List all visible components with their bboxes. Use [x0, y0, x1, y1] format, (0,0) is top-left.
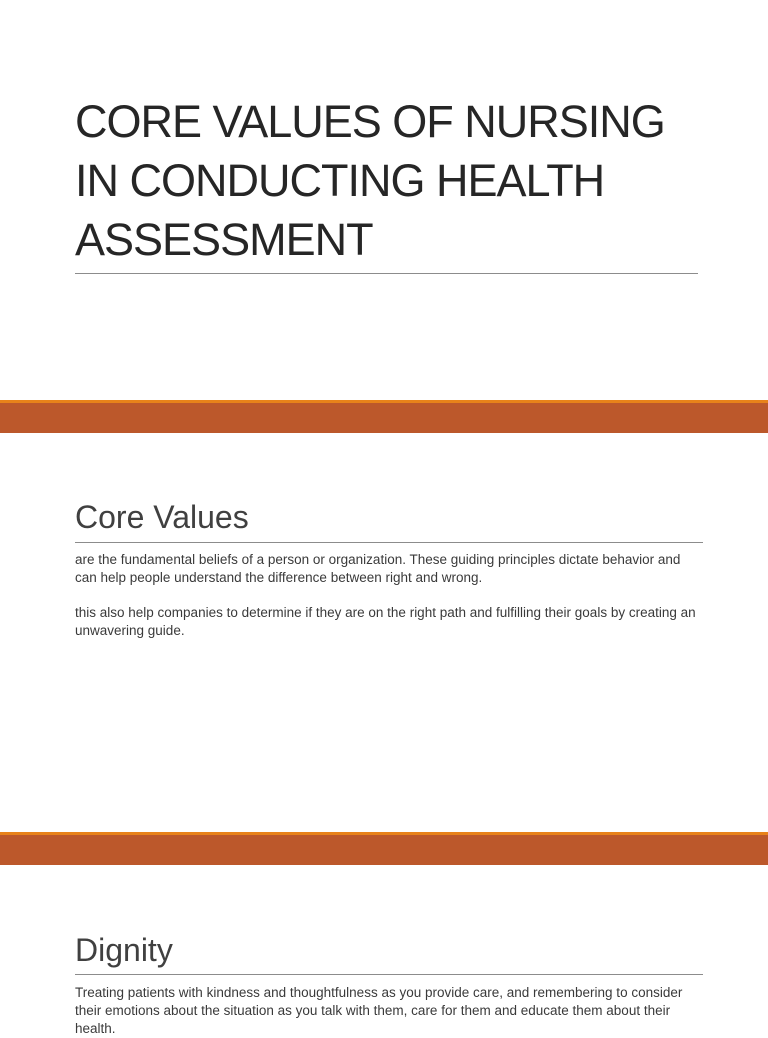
- slide-separator: [0, 400, 768, 433]
- title-slide: [0, 0, 768, 400]
- dignity-slide: [0, 866, 768, 1036]
- slide-title: Dignity: [75, 932, 173, 968]
- slide-title: Core Values: [75, 499, 249, 535]
- slide-separator: [0, 832, 768, 865]
- separator-accent-bar: [0, 403, 768, 433]
- body-paragraph: this also help companies to determine if they are on the right path and fulfilling their goals by creating an unwavering guide.: [75, 605, 696, 638]
- separator-accent-bar: [0, 835, 768, 865]
- title-underline: [75, 273, 698, 274]
- core-values-slide: [0, 433, 768, 832]
- body-paragraph: are the fundamental beliefs of a person or organization. These guiding principles dictate behavior and can help people understand the difference between right and wrong.: [75, 552, 681, 585]
- body-paragraph: Treating patients with kindness and thoughtfulness as you provide care, and remembering to consider their emotions about the situation as you talk with them, care for them and educate them about their health.: [75, 985, 683, 1036]
- presentation-title: CORE VALUES OF NURSING IN CONDUCTING HEALTH ASSESSMENT: [75, 96, 665, 265]
- title-underline: [75, 542, 703, 543]
- title-underline: [75, 974, 703, 975]
